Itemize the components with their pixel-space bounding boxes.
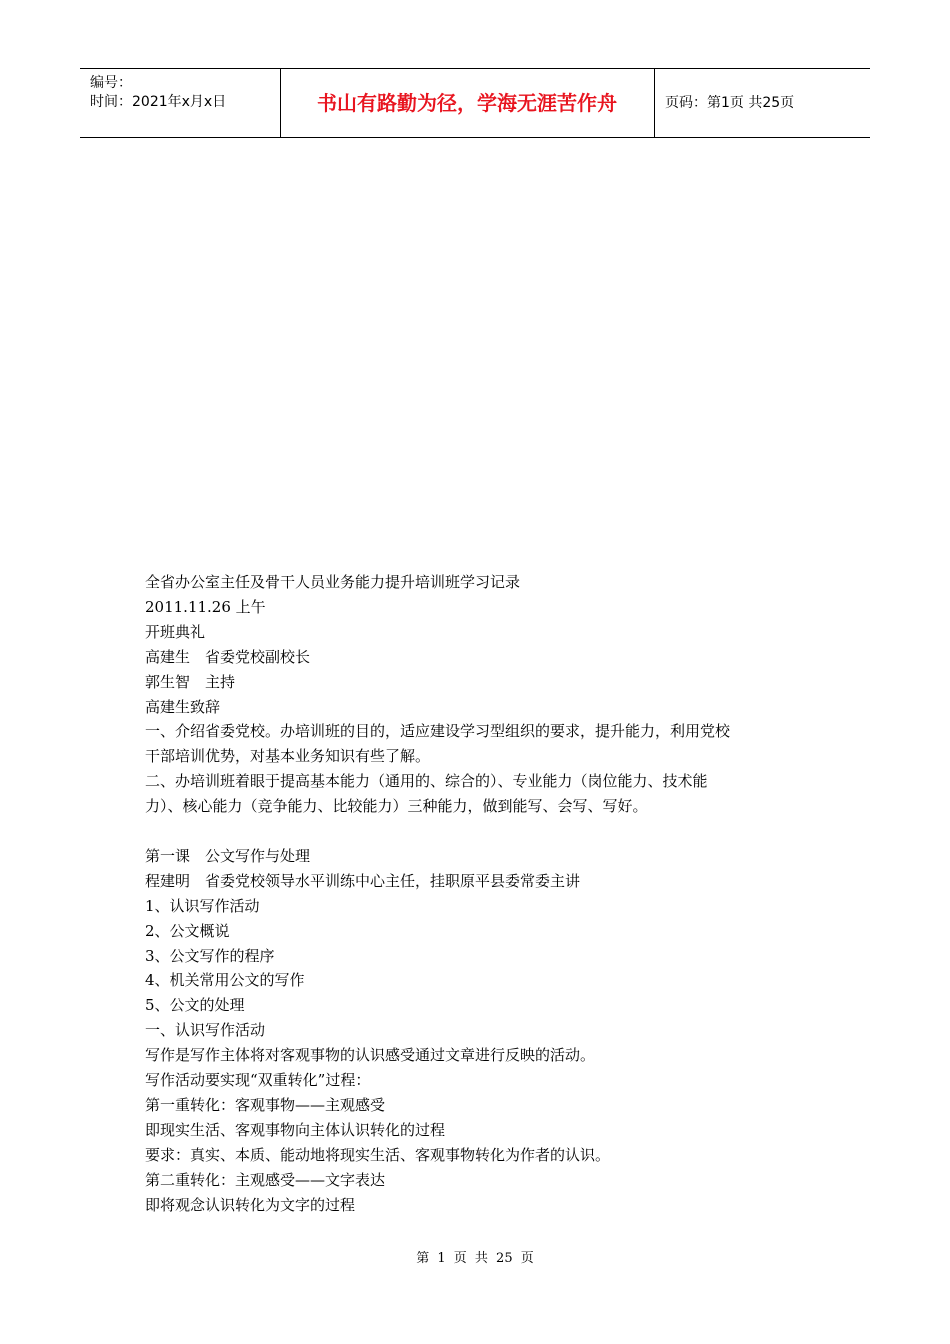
body-line: 1、认识写作活动 bbox=[145, 896, 260, 915]
body-line: 程建明 省委党校领导水平训练中心主任，挂职原平县委常委主讲 bbox=[145, 871, 581, 890]
body-line: 5、公文的处理 bbox=[145, 996, 245, 1015]
body-line: 4、机关常用公文的写作 bbox=[145, 971, 305, 990]
section-heading: 第一课 公文写作与处理 bbox=[145, 846, 311, 865]
header-page-info: 页码：第1页 共25页 bbox=[665, 95, 795, 111]
body-line: 高建生致辞 bbox=[145, 697, 221, 716]
body-line: 即将观念认识转化为文字的过程 bbox=[145, 1195, 356, 1214]
header-meta-cell bbox=[80, 69, 281, 137]
body-line: 第一重转化：客观事物——主观感受 bbox=[145, 1096, 386, 1115]
body-line: 一、认识写作活动 bbox=[145, 1021, 266, 1040]
paragraph-gap bbox=[145, 819, 810, 844]
body-line: 第二重转化：主观感受——文字表达 bbox=[145, 1170, 386, 1189]
document-title: 全省办公室主任及骨干人员业务能力提升培训班学习记录 bbox=[145, 573, 521, 591]
body-line: 2、公文概说 bbox=[145, 921, 230, 940]
document-number-label: 编号： bbox=[90, 75, 132, 91]
body-line: 2011.11.26 上午 bbox=[145, 597, 266, 616]
body-line: 郭生智 主持 bbox=[145, 672, 236, 691]
document-body bbox=[145, 570, 810, 1218]
body-line: 要求：真实、本质、能动地将现实生活、客观事物转化为作者的认识。 bbox=[145, 1145, 611, 1164]
document-date: 时间：2021年x月x日 bbox=[90, 94, 227, 110]
page-header bbox=[80, 68, 870, 138]
body-line: 力）、核心能力（竞争能力、比较能力）三种能力，做到能写、会写、写好。 bbox=[145, 797, 648, 816]
body-line: 干部培训优势，对基本业务知识有些了解。 bbox=[145, 747, 431, 766]
body-line: 开班典礼 bbox=[145, 622, 206, 641]
body-line: 3、公文写作的程序 bbox=[145, 946, 275, 965]
body-line: 写作活动要实现“双重转化”过程： bbox=[145, 1071, 371, 1090]
header-motto: 书山有路勤为径，学海无涯苦作舟 bbox=[280, 69, 655, 137]
body-line: 写作是写作主体将对客观事物的认识感受通过文章进行反映的活动。 bbox=[145, 1046, 596, 1065]
body-line: 一、介绍省委党校。办培训班的目的，适应建设学习型组织的要求，提升能力，利用党校 bbox=[145, 722, 731, 741]
body-line: 高建生 省委党校副校长 bbox=[145, 647, 311, 666]
page-footer: 第 1 页 共 25 页 bbox=[416, 1251, 534, 1266]
body-line: 即现实生活、客观事物向主体认识转化的过程 bbox=[145, 1120, 446, 1139]
body-line: 二、办培训班着眼于提高基本能力（通用的、综合的）、专业能力（岗位能力、技术能 bbox=[145, 772, 708, 791]
